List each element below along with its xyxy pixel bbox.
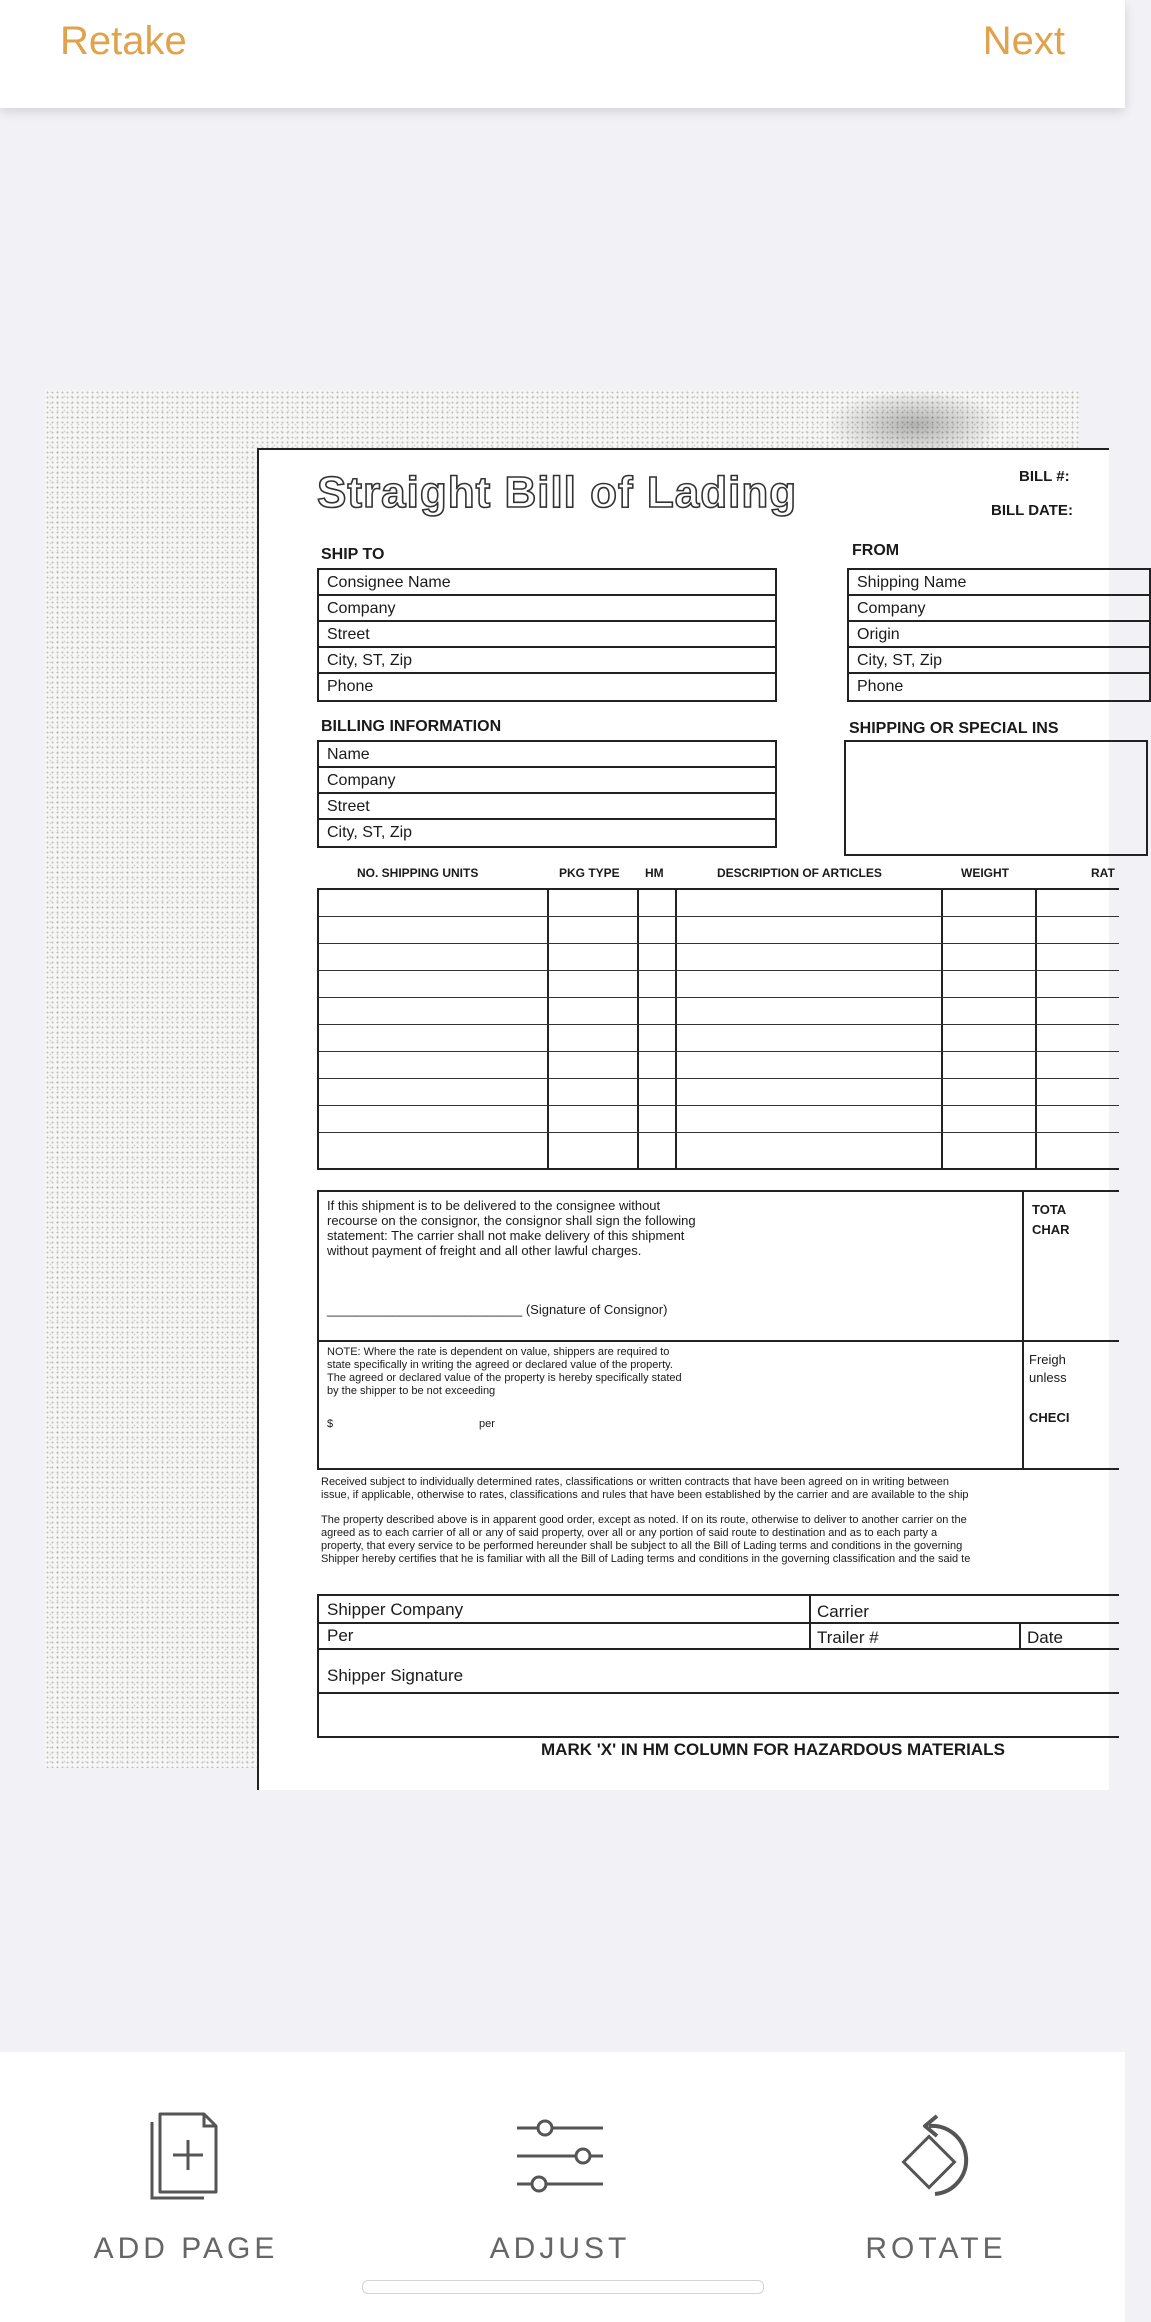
add-page-label: ADD PAGE	[93, 2232, 279, 2265]
scanned-document-preview	[45, 390, 1115, 1768]
dollar-sign: $	[327, 1418, 334, 1430]
freight-label: Freigh	[1029, 1352, 1066, 1367]
articles-grid	[317, 866, 1119, 1170]
shipper-company-label: Shipper Company	[327, 1600, 464, 1619]
billing-row: Name	[319, 742, 775, 768]
grid-row-line	[319, 997, 1119, 998]
note-text-line: by the shipper to be not exceeding	[327, 1385, 496, 1397]
per-field-label: Per	[327, 1626, 354, 1645]
grid-row-line	[319, 1051, 1119, 1052]
ship-to-row: Phone	[327, 678, 374, 695]
check-label: CHECI	[1029, 1410, 1070, 1425]
grid-column-line	[547, 890, 549, 1168]
billing-row: Company	[319, 768, 775, 794]
adjust-label: ADJUST	[489, 2232, 631, 2265]
column-header: HM	[645, 866, 664, 880]
ship-to-row: City, ST, Zip	[319, 648, 775, 674]
property-text-line: Shipper hereby certifies that he is familiar with all the Bill of Lading terms and conditions in the governing classification and the said te	[321, 1553, 971, 1565]
ship-to-row: Consignee Name	[319, 570, 775, 596]
rotate-label: ROTATE	[865, 2232, 1007, 2265]
trailer-label: Trailer #	[817, 1628, 879, 1647]
shipper-row-line	[319, 1648, 1119, 1650]
charges-label: CHAR	[1032, 1222, 1070, 1237]
shipper-row-line	[319, 1622, 1119, 1624]
column-header: RAT	[1091, 866, 1115, 880]
consignor-text-line: without payment of freight and all other lawful charges.	[327, 1243, 642, 1258]
retake-button[interactable]: Retake	[60, 19, 187, 63]
date-divider	[1019, 1622, 1021, 1648]
billing-row: City, ST, Zip	[327, 824, 413, 841]
consignor-signature-line: ___________________________ (Signature of Consignor)	[327, 1302, 668, 1317]
property-text-line: agreed as to each carrier of all or any of said property, over all or any portion of said route to destination and as to each party a	[321, 1527, 938, 1539]
grid-row-line	[319, 1078, 1119, 1079]
consignor-text-line: statement: The carrier shall not make delivery of this shipment	[327, 1228, 685, 1243]
consignor-text-line: recourse on the consignor, the consignor shall sign the following	[327, 1213, 696, 1228]
total-charges-divider	[1022, 1192, 1024, 1340]
top-bar	[0, 0, 1125, 108]
column-header: PKG TYPE	[559, 866, 620, 880]
grid-row-line	[319, 916, 1119, 917]
carrier-label: Carrier	[817, 1602, 869, 1621]
declared-value-box	[317, 1338, 1119, 1470]
ship-to-label: SHIP TO	[321, 546, 385, 563]
grid-column-line	[1035, 890, 1037, 1168]
document-title: Straight Bill of Lading	[317, 468, 798, 517]
received-text-line: issue, if applicable, otherwise to rates, classifications and rules that have been established by the carrier and are available to the ship	[321, 1489, 969, 1501]
from-row: Shipping Name	[849, 570, 1149, 596]
grid-row-line	[319, 1132, 1119, 1133]
billing-label: BILLING INFORMATION	[321, 718, 502, 735]
special-instructions-box	[844, 740, 1148, 856]
grid-column-line	[637, 890, 639, 1168]
grid-row-line	[319, 970, 1119, 971]
adjust-button[interactable]	[430, 2112, 690, 2266]
from-row: Company	[849, 596, 1149, 622]
add-page-icon	[146, 2112, 226, 2202]
carrier-divider	[809, 1596, 811, 1648]
from-row: Origin	[849, 622, 1149, 648]
special-instructions-label: SHIPPING OR SPECIAL INS	[849, 720, 1059, 737]
note-text-line: The agreed or declared value of the property is hereby specifically stated	[327, 1372, 682, 1384]
from-box	[847, 568, 1151, 702]
property-text-line: property, that every service to be performed hereunder shall be subject to all the Bill of Lading terms and conditions in the governing	[321, 1540, 963, 1552]
ship-to-box	[317, 568, 777, 702]
rotate-icon	[891, 2112, 981, 2202]
grid-row-line	[319, 943, 1119, 944]
from-label: FROM	[852, 542, 900, 559]
note-text-line: state specifically in writing the agreed or declared value of the property.	[327, 1359, 673, 1371]
rotate-button[interactable]	[806, 2112, 1066, 2266]
bill-number-label: BILL #:	[1019, 468, 1070, 485]
per-label: per	[479, 1418, 495, 1430]
property-text-line: The property described above is in apparent good order, except as noted. If on its route, otherwise to deliver to another carrier on the	[321, 1514, 967, 1526]
home-indicator[interactable]	[362, 2280, 764, 2294]
received-text-line: Received subject to individually determined rates, classifications or written contracts that have been agreed on in writing between	[321, 1476, 949, 1488]
from-row: Phone	[857, 678, 904, 695]
column-header: DESCRIPTION OF ARTICLES	[717, 866, 882, 880]
note-text-line: NOTE: Where the rate is dependent on value, shippers are required to	[327, 1346, 670, 1358]
grid-row-line	[319, 1105, 1119, 1106]
shipper-signature-label: Shipper Signature	[327, 1666, 464, 1685]
total-label: TOTA	[1032, 1202, 1067, 1217]
shipper-row-line	[319, 1692, 1119, 1694]
grid-column-line	[941, 890, 943, 1168]
column-header: NO. SHIPPING UNITS	[357, 866, 479, 880]
ship-to-row: Company	[319, 596, 775, 622]
freight-divider	[1022, 1338, 1024, 1468]
grid-row-line	[319, 1024, 1119, 1025]
shipper-carrier-box	[317, 1594, 1119, 1738]
ship-to-row: Street	[319, 622, 775, 648]
billing-box	[317, 740, 777, 848]
consignor-text-line: If this shipment is to be delivered to the consignee without	[327, 1198, 661, 1213]
consignor-statement-box	[317, 1190, 1119, 1342]
column-header: WEIGHT	[961, 866, 1009, 880]
bill-of-lading-page	[257, 448, 1115, 1790]
add-page-button[interactable]	[56, 2112, 316, 2266]
grid-column-line	[675, 890, 677, 1168]
bill-date-label: BILL DATE:	[991, 502, 1073, 519]
next-button[interactable]: Next	[982, 19, 1065, 63]
date-label: Date	[1027, 1628, 1063, 1647]
hazardous-materials-note: MARK 'X' IN HM COLUMN FOR HAZARDOUS MATERIALS	[541, 1740, 1005, 1759]
unless-label: unless	[1029, 1370, 1067, 1385]
adjust-sliders-icon	[515, 2112, 605, 2202]
billing-row: Street	[319, 794, 775, 820]
from-row: City, ST, Zip	[849, 648, 1149, 674]
